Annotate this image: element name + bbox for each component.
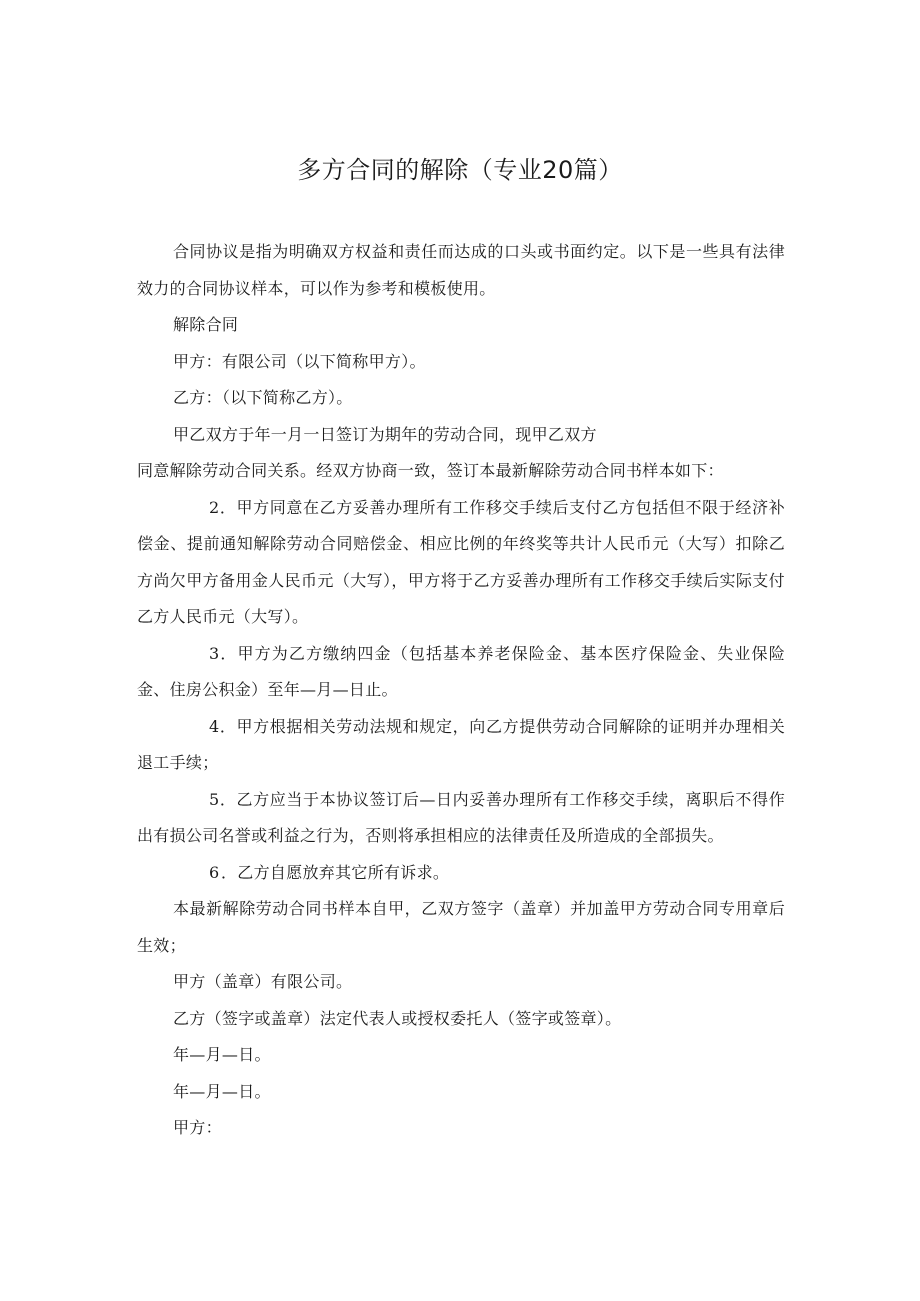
effect-paragraph: 本最新解除劳动合同书样本自甲，乙双方签字（盖章）并加盖甲方劳动合同专用章后生效；	[137, 899, 785, 955]
clause-number: 6	[209, 862, 220, 882]
clause-4	[137, 709, 785, 782]
clause-text: ．乙方应当于本协议签订后—日内妥善办理所有工作移交手续，离职后不得作出有损公司名誉或利益之行为，否则将承担相应的法律责任及所造成的全部损失。	[137, 789, 785, 845]
clause-3	[137, 636, 785, 709]
signature-party-b: 乙方（签字或盖章）法定代表人或授权委托人（签字或签章）。	[173, 1008, 622, 1028]
clause-number: 3	[209, 643, 220, 663]
party-a-closing: 甲方：	[173, 1118, 222, 1137]
clause-text: ．甲方根据相关劳动法规和规定，向乙方提供劳动合同解除的证明并办理相关退工手续；	[137, 716, 785, 772]
party-b-line: 乙方：（以下简称乙方）。	[173, 388, 353, 407]
party-a-line: 甲方：有限公司（以下简称甲方）。	[173, 351, 426, 371]
clause-2	[137, 490, 785, 636]
document-title: 多方合同的解除（专业20篇）	[297, 156, 623, 184]
clause-6	[137, 855, 785, 892]
clause-number: 4	[209, 716, 220, 736]
signature-party-a: 甲方（盖章）有限公司。	[173, 972, 353, 991]
context-continuation: 同意解除劳动合同关系。经双方协商一致，签订本最新解除劳动合同书样本如下：	[137, 461, 724, 480]
clause-5	[137, 782, 785, 855]
section-heading: 解除合同	[173, 315, 239, 334]
document-body	[137, 234, 785, 1147]
clause-number: 2	[209, 497, 220, 517]
date-line: 年—月—日。	[173, 1045, 271, 1064]
context-line: 甲乙双方于年一月一日签订为期年的劳动合同，现甲乙双方	[173, 424, 597, 444]
intro-paragraph: 合同协议是指为明确双方权益和责任而达成的口头或书面约定。以下是一些具有法律效力的合同协议样本，可以作为参考和模板使用。	[137, 242, 785, 298]
clause-number: 5	[209, 789, 220, 809]
clause-text: ．甲方同意在乙方妥善办理所有工作移交手续后支付乙方包括但不限于经济补偿金、提前通知解除劳动合同赔偿金、相应比例的年终奖等共计人民币元（大写）扣除乙方尚欠甲方备用金人民币元（大写），甲方将于乙方妥善办理所有工作移交手续后实际支付乙方人民币元（大写）。	[137, 497, 785, 626]
clause-text: ．乙方自愿放弃其它所有诉求。	[221, 862, 450, 882]
date-line: 年—月—日。	[173, 1081, 271, 1101]
clause-text: ．甲方为乙方缴纳四金（包括基本养老保险金、基本医疗保险金、失业保险金、住房公积金）至年—月—日止。	[137, 643, 785, 699]
